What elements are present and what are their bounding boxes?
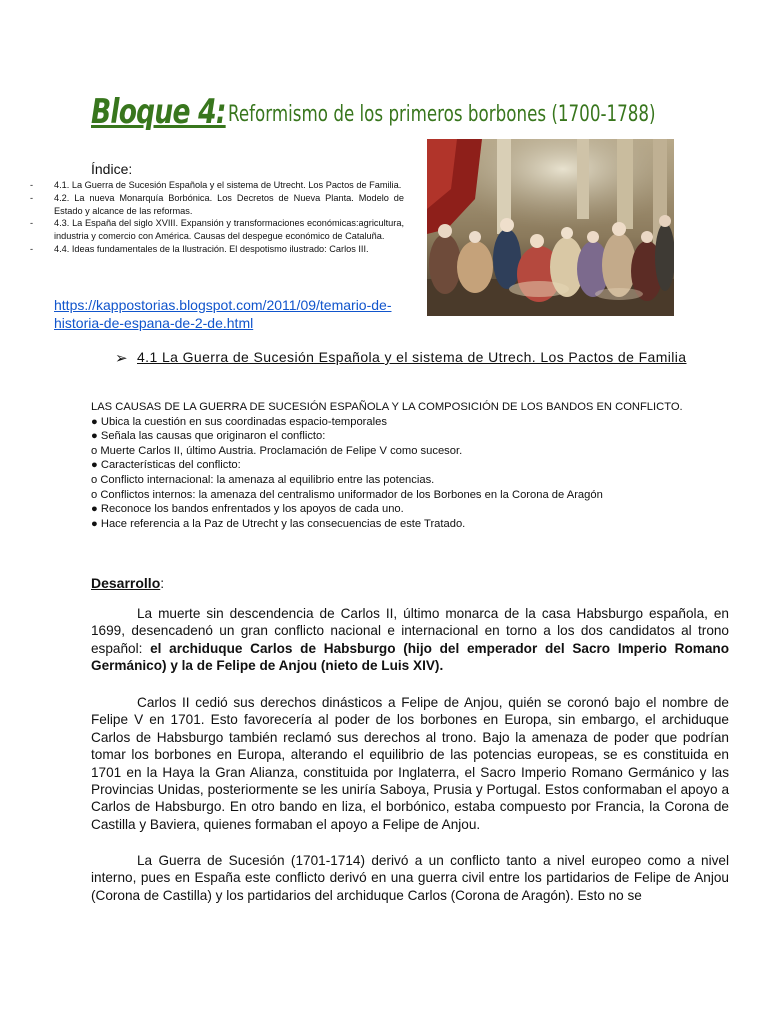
index-item-text: 4.4. Ideas fundamentales de la Ilustración. El despotismo ilustrado: Carlos III. <box>54 243 369 254</box>
index-item: - 4.1. La Guerra de Sucesión Española y el sistema de Utrecht. Los Pactos de Familia. <box>30 180 402 190</box>
causes-line: o Conflictos internos: la amenaza del centralismo uniformador de los Borbones en la Corona de Aragón <box>91 488 603 501</box>
index-list <box>30 179 404 256</box>
causes-line: ● Hace referencia a la Paz de Utrecht y las consecuencias de este Tratado. <box>91 517 466 530</box>
index-item: - 4.4. Ideas fundamentales de la Ilustración. El despotismo ilustrado: Carlos III. <box>30 243 369 254</box>
section-heading: 4.1 La Guerra de Sucesión Española y el sistema de Utrech. Los Pactos de Familia <box>137 349 687 365</box>
block-subtitle: Reformismo de los primeros borbones (1700-1788) <box>228 102 656 127</box>
causes-line: ● Características del conflicto: <box>91 459 241 472</box>
causes-line: o Conflicto internacional: la amenaza al equilibrio entre las potencias. <box>91 473 435 486</box>
causes-line: ● Ubica la cuestión en sus coordinadas espacio-temporales <box>91 415 387 428</box>
causes-heading: LAS CAUSAS DE LA GUERRA DE SUCESIÓN ESPAÑOLA Y LA COMPOSICIÓN DE LOS BANDOS EN CONFLICTO. <box>91 401 683 413</box>
index-item-text: 4.3. La España del siglo XVIII. Expansión y transformaciones económicas:agricultura, industria y comercio con América. Causas del despegue económico de Cataluña. <box>54 218 404 242</box>
index-heading: Índice: <box>91 161 133 177</box>
causes-line: o Muerte Carlos II, último Austria. Proclamación de Felipe V como sucesor. <box>91 444 463 457</box>
temario-link[interactable]: https://kappostorias.blogspot.com/2011/09/temario-de-historia-de-espana-de-2-de.html <box>54 297 392 331</box>
causes-line: ● Señala las causas que originaron el conflicto: <box>91 430 326 443</box>
page-title <box>91 92 656 132</box>
index-item-text: 4.2. La nueva Monarquía Borbónica. Los Decretos de Nueva Planta. Modelo de Estado y alcance de las reformas. <box>54 192 404 216</box>
desarrollo-heading <box>91 575 164 591</box>
royal-family-painting <box>427 139 674 316</box>
paragraph-1 <box>91 605 729 675</box>
paragraph-2: Carlos II cedió sus derechos dinásticos a Felipe de Anjou, quién se coronó bajo el nombre de Felipe V en 1701. Esto favorecería al poder de los borbones en Europa, sin embargo, el archiduque Carlos de Habsburgo también reclamó sus derechos al trono. Bajo la amenaza de poder que podrían tomar los borbones en Europa, alterando el equilibrio de las potencias europeas, se es constituida en 1701 en la Haya la Gran Alianza, constituida por Inglaterra, el Sacro Imperio Romano Germánico y las Provincias Unidas, posteriormente se les uniría Saboya, Prusia y Portugal. Estos conformaban el apoyo a Carlos de Habsburgo. En otro bando en liza, el borbónico, estaba compuesto por Francia, la Corona de Castilla y Baviera, quienes formaban el apoyo a Felipe de Anjou. <box>91 695 729 832</box>
index-item: - 4.3. La España del siglo XVIII. Expansión y transformaciones económicas:agricultura, industria y comercio con América. Causas del despegue económico de Cataluña. <box>30 218 404 242</box>
desarrollo-colon: : <box>160 575 165 591</box>
index-item-text: 4.1. La Guerra de Sucesión Española y el sistema de Utrecht. Los Pactos de Familia. <box>54 180 402 190</box>
desarrollo-label: Desarrollo <box>91 575 161 591</box>
causes-block <box>91 400 702 531</box>
paragraph-1-bold: el archiduque Carlos de Habsburgo (hijo del emperador del Sacro Imperio Romano Germánico) y la de Felipe de Anjou (nieto de Luis XIV). <box>91 640 730 674</box>
block-number: Bloque 4: <box>91 92 226 132</box>
section-bullet-arrow: ➢ <box>115 350 128 367</box>
paragraph-3: La Guerra de Sucesión (1701-1714) derivó a un conflicto tanto a nivel europeo como a nivel interno, pues en España este conflicto derivó en una guerra civil entre los partidarios de Felipe de Anjou (Corona de Castilla) y los partidarios del archiduque Carlos (Corona de Aragón). Esto no se <box>91 853 729 903</box>
index-item: - 4.2. La nueva Monarquía Borbónica. Los Decretos de Nueva Planta. Modelo de Estado y alcance de las reformas. <box>30 192 404 216</box>
causes-line: ● Reconoce los bandos enfrentados y los apoyos de cada uno. <box>91 503 404 516</box>
paragraph-1-text: La muerte sin descendencia de Carlos II, último monarca de la casa Habsburgo española, en 1699, desencadenó un gran conflicto nacional e internacional en torno a los dos candidatos al trono español: <box>91 606 729 656</box>
